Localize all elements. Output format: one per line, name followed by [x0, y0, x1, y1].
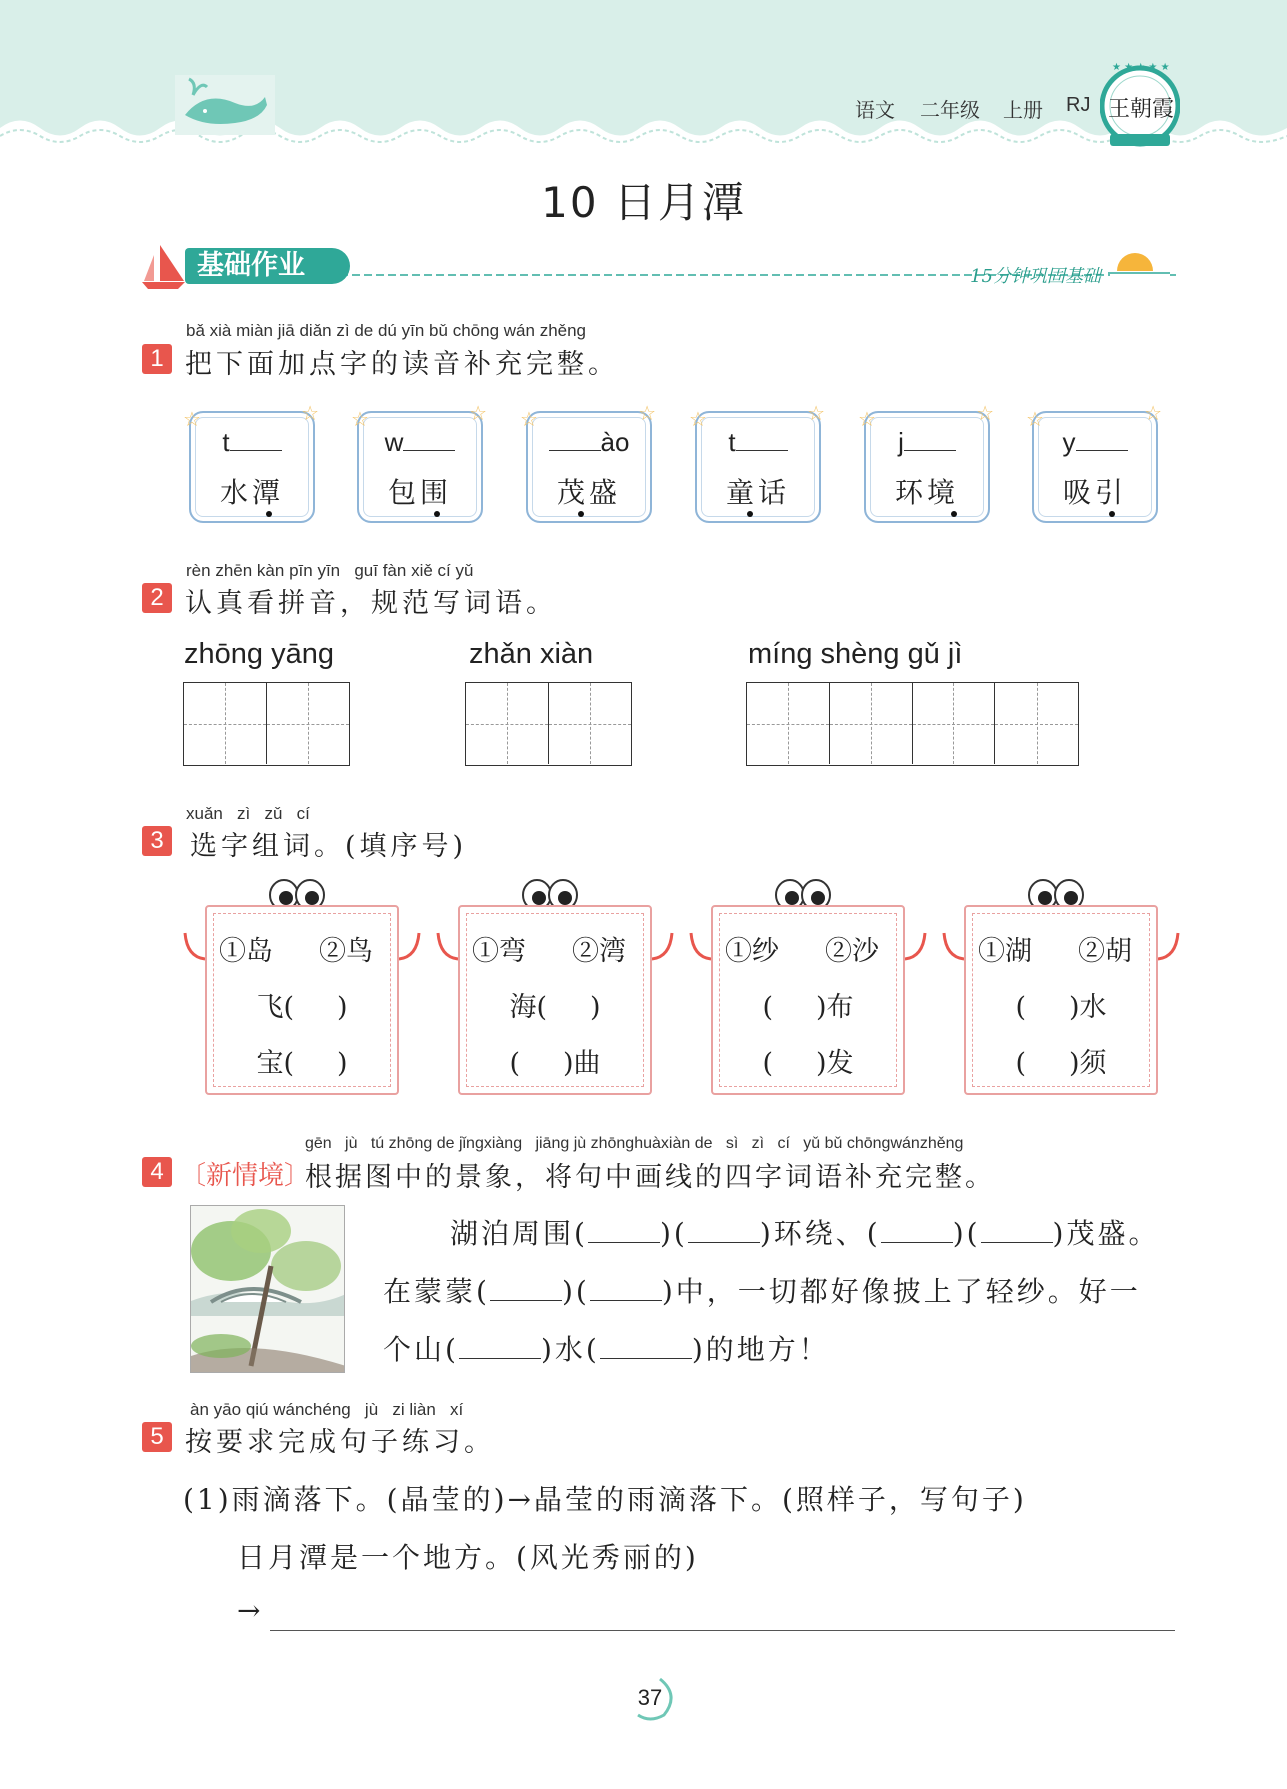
q3-pinyin: xuǎn zì zǔ cí	[186, 804, 310, 823]
word-box-wrap	[964, 905, 1158, 1095]
passage-line-3: 个山( )水( )的地方！	[383, 1328, 830, 1368]
answer-blank[interactable]	[490, 1271, 562, 1301]
grid-cell[interactable]	[267, 683, 350, 764]
star-icon: ☆	[351, 407, 369, 431]
arm-icon	[434, 929, 460, 963]
option-2: ②湾	[572, 936, 626, 967]
blank-line-2[interactable]: ( )曲	[509, 1048, 601, 1079]
q2-group-pinyin: zhōng yāng	[184, 638, 334, 670]
lesson-title: 10 日月潭	[541, 178, 746, 227]
q2-number: 2	[142, 583, 172, 613]
answer-blank[interactable]	[736, 429, 788, 451]
emphasis-dot	[951, 511, 957, 517]
card-suffix: ào	[600, 427, 630, 457]
arm-icon	[650, 929, 676, 963]
q2-group-pinyin: míng shèng gǔ jì	[748, 638, 963, 670]
answer-blank[interactable]	[230, 429, 282, 451]
word-box	[458, 905, 652, 1095]
star-icon: ☆	[976, 401, 994, 425]
q5-pinyin: àn yāo qiú wánchéng jù zi liàn xí	[190, 1400, 464, 1419]
star-icon: ☆	[301, 401, 319, 425]
answer-blank[interactable]	[588, 1213, 660, 1243]
answer-blank[interactable]	[459, 1329, 541, 1359]
arm-icon	[1156, 929, 1182, 963]
grid-cell[interactable]	[466, 683, 549, 764]
word-box	[964, 905, 1158, 1095]
section-tagline: 15分钟巩固基础	[970, 266, 1101, 287]
header-grade: 二年级	[920, 100, 980, 122]
q1-number: 1	[142, 344, 172, 374]
q5-prompt: 日月潭是一个地方。(风光秀丽的)	[237, 1541, 699, 1574]
answer-blank[interactable]	[688, 1213, 760, 1243]
star-icon: ☆	[520, 407, 538, 431]
option-1: ①岛	[219, 936, 273, 967]
pinyin-card	[520, 401, 656, 523]
star-icon: ☆	[689, 407, 707, 431]
option-2: ②沙	[825, 936, 879, 967]
word-box	[711, 905, 905, 1095]
arrow-icon: →	[237, 1594, 264, 1627]
answer-blank[interactable]	[600, 1329, 692, 1359]
word-box-wrap	[205, 905, 399, 1095]
q3-text: 选字组词。(填序号)	[190, 831, 468, 862]
q4-text: 根据图中的景象，将句中画线的四字词语补充完整。	[305, 1162, 995, 1193]
arm-icon	[940, 929, 966, 963]
card-prefix: t	[222, 427, 230, 457]
emphasis-dot	[578, 511, 584, 517]
header-volume: 上册	[1003, 100, 1043, 122]
star-icon: ☆	[183, 407, 201, 431]
new-context-tag: 〔新情境〕	[180, 1161, 311, 1191]
pinyin-card	[183, 401, 319, 523]
pinyin-card	[351, 401, 487, 523]
star-icon: ☆	[469, 401, 487, 425]
option-1: ①弯	[472, 936, 526, 967]
blank-line-1[interactable]: 海( )	[509, 992, 601, 1023]
grid-cell[interactable]	[830, 683, 913, 764]
emphasis-dot	[747, 511, 753, 517]
option-2: ②胡	[1078, 936, 1132, 967]
pinyin-card	[858, 401, 994, 523]
header-subject: 语文	[855, 100, 895, 122]
grid-cell[interactable]	[995, 683, 1078, 764]
answer-blank[interactable]	[1076, 429, 1128, 451]
header-edition: RJ	[1066, 94, 1091, 116]
writing-grid[interactable]	[465, 682, 632, 766]
answer-blank[interactable]	[403, 429, 455, 451]
emphasis-dot	[1109, 511, 1115, 517]
brand-badge	[1100, 60, 1180, 152]
card-word: 水潭	[219, 476, 284, 509]
passage-line-2: 在蒙蒙( )( )中，一切都好像披上了轻纱。好一	[383, 1270, 1141, 1310]
pinyin-card	[1026, 401, 1162, 523]
word-box	[205, 905, 399, 1095]
passage-line-1: 湖泊周围( )( )环绕、( )( )茂盛。	[450, 1212, 1160, 1252]
q3-number: 3	[142, 826, 172, 856]
card-prefix: t	[728, 427, 736, 457]
q5-example: (1)雨滴落下。(晶莹的)→晶莹的雨滴落下。(照样子，写句子)	[183, 1483, 1027, 1516]
q1-pinyin: bǎ xià miàn jiā diǎn zì de dú yīn bǔ chōng wán zhěng	[186, 321, 587, 340]
card-word: 茂盛	[556, 476, 621, 509]
arm-icon	[687, 929, 713, 963]
writing-grid[interactable]	[746, 682, 1079, 766]
page-number: 37	[620, 1675, 680, 1721]
arm-icon	[181, 929, 207, 963]
card-prefix: w	[384, 427, 404, 457]
grid-cell[interactable]	[549, 683, 632, 764]
word-box-wrap	[458, 905, 652, 1095]
arm-icon	[397, 929, 423, 963]
star-icon: ☆	[858, 407, 876, 431]
answer-blank[interactable]	[549, 429, 601, 451]
whale-icon	[175, 75, 275, 135]
card-word: 包围	[387, 476, 452, 509]
blank-line-2[interactable]: ( )发	[762, 1048, 854, 1079]
card-word: 环境	[894, 476, 959, 509]
emphasis-dot	[266, 511, 272, 517]
q2-text: 认真看拼音，规范写词语。	[185, 588, 557, 619]
q3-note: (填序号)	[345, 831, 468, 862]
blank-line-1[interactable]: ( )水	[1015, 992, 1107, 1023]
pinyin-card	[689, 401, 825, 523]
blank-line-1[interactable]: ( )布	[762, 992, 854, 1023]
q2-pinyin: rèn zhēn kàn pīn yīn guī fàn xiě cí yǔ	[186, 561, 474, 580]
q5-number: 5	[142, 1422, 172, 1452]
svg-text:★ ★ ★ ★ ★: ★ ★ ★ ★ ★	[1112, 62, 1170, 73]
card-word: 吸引	[1062, 476, 1127, 509]
grid-cell[interactable]	[184, 683, 267, 764]
grid-cell[interactable]	[913, 683, 996, 764]
star-icon: ☆	[1144, 401, 1162, 425]
answer-blank[interactable]	[981, 1213, 1053, 1243]
blank-line-2[interactable]: 宝( )	[256, 1048, 348, 1079]
star-icon: ☆	[807, 401, 825, 425]
arm-icon	[903, 929, 929, 963]
answer-blank[interactable]	[881, 1213, 953, 1243]
card-prefix: y	[1062, 427, 1076, 457]
word-box-wrap	[711, 905, 905, 1095]
card-prefix: j	[898, 427, 904, 457]
option-1: ①湖	[978, 936, 1032, 967]
star-icon: ☆	[1026, 407, 1044, 431]
lake-scene-image	[190, 1205, 345, 1373]
answer-blank[interactable]	[904, 429, 956, 451]
q4-pinyin: gēn jù tú zhōng de jǐngxiàng jiāng jù zhōnghuàxiàn de sì zì cí yǔ bǔ chōngwánzhěng	[305, 1135, 964, 1152]
q4-number: 4	[142, 1157, 172, 1187]
q2-group-pinyin: zhǎn xiàn	[469, 638, 594, 670]
emphasis-dot	[434, 511, 440, 517]
blank-line-2[interactable]: ( )须	[1015, 1048, 1107, 1079]
q1-text: 把下面加点字的读音补充完整。	[185, 349, 619, 380]
writing-grid[interactable]	[183, 682, 350, 766]
option-2: ②鸟	[319, 936, 373, 967]
answer-line[interactable]	[270, 1630, 1175, 1631]
grid-cell[interactable]	[747, 683, 830, 764]
card-word: 童话	[725, 476, 790, 509]
star-icon: ☆	[638, 401, 656, 425]
blank-line-1[interactable]: 飞( )	[256, 992, 348, 1023]
option-1: ①纱	[725, 936, 779, 967]
answer-blank[interactable]	[590, 1271, 662, 1301]
q5-text: 按要求完成句子练习。	[185, 1427, 495, 1458]
brand-name: 王朝霞	[1108, 97, 1175, 122]
section-label: 基础作业	[185, 248, 350, 284]
